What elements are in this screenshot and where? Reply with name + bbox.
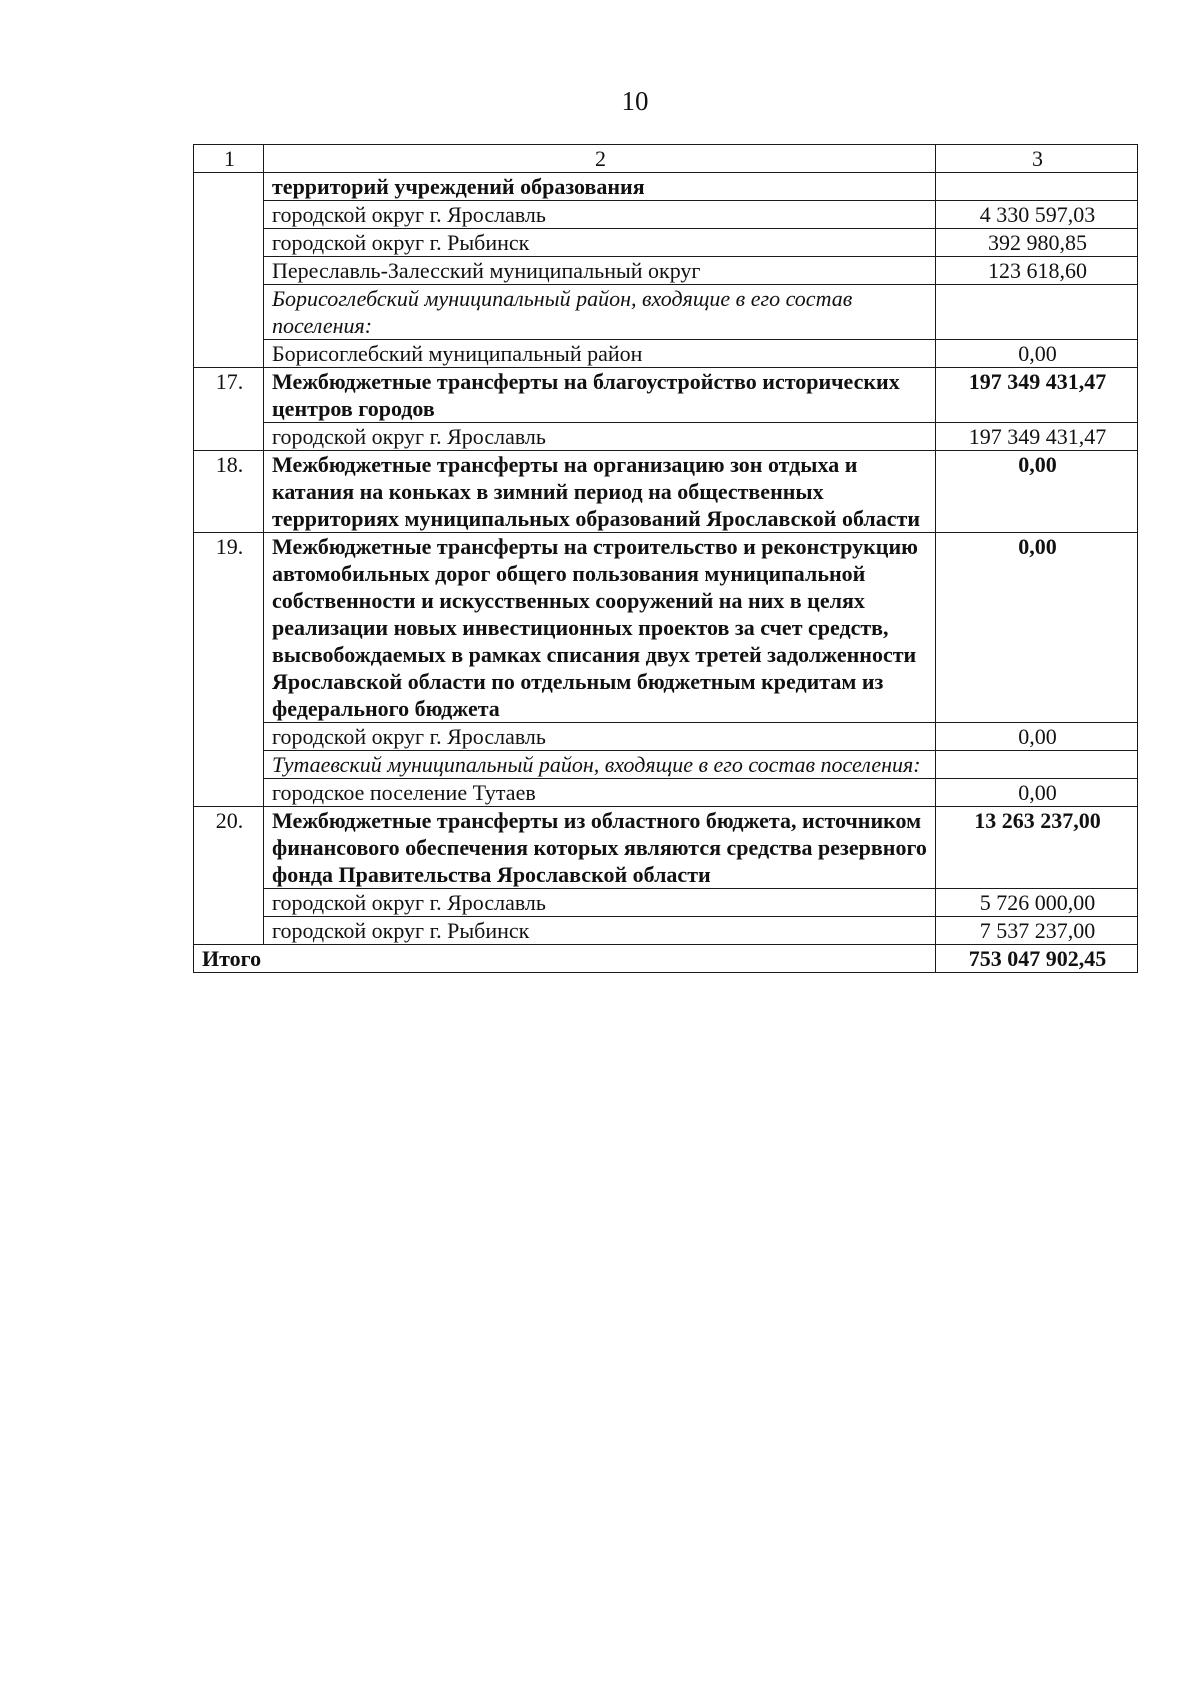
row-amount-cell: 5 726 000,00	[936, 889, 1138, 917]
header-col-1: 1	[194, 145, 264, 173]
budget-transfers-table	[193, 144, 1138, 973]
row-amount-cell: 13 263 237,00	[936, 807, 1138, 889]
row-description-cell: территорий учреждений образования	[264, 173, 936, 201]
row-description-cell: Тутаевский муниципальный район, входящие в его состав поселения:	[264, 751, 936, 779]
row-amount-cell: 0,00	[936, 779, 1138, 807]
row-number-cell	[194, 340, 264, 368]
table-row	[194, 423, 1138, 451]
row-amount-cell	[936, 751, 1138, 779]
table-row	[194, 723, 1138, 751]
row-description-cell: городской округ г. Ярославль	[264, 889, 936, 917]
row-amount-cell: 4 330 597,03	[936, 201, 1138, 229]
row-number-cell	[194, 257, 264, 285]
row-amount-cell: 0,00	[936, 340, 1138, 368]
row-amount-cell: 392 980,85	[936, 229, 1138, 257]
row-description-cell: городской округ г. Ярославль	[264, 423, 936, 451]
row-description-cell: городской округ г. Рыбинск	[264, 229, 936, 257]
table-row	[194, 917, 1138, 945]
table-row	[194, 201, 1138, 229]
row-description-cell: Межбюджетные трансферты на строительство и реконструкцию автомобильных дорог общего пользования муниципальной собственности и искусственных сооружений на них в целях реализации новых инвестиционных проектов за счет средств, высвобождаемых в рамках списания двух третей задолженности Ярославской области по отдельным бюджетным кредитам из федерального бюджета	[264, 533, 936, 723]
total-amount: 753 047 902,45	[936, 945, 1138, 973]
table-header-row	[194, 145, 1138, 173]
row-description-cell: Переславль-Залесский муниципальный округ	[264, 257, 936, 285]
table-row	[194, 173, 1138, 201]
table-row	[194, 779, 1138, 807]
row-number-cell	[194, 723, 264, 751]
total-row	[194, 945, 1138, 973]
row-amount-cell: 0,00	[936, 533, 1138, 723]
row-amount-cell: 197 349 431,47	[936, 423, 1138, 451]
row-number-cell	[194, 201, 264, 229]
total-label: Итого	[194, 945, 936, 973]
row-number-cell: 19.	[194, 533, 264, 723]
table-row	[194, 533, 1138, 723]
row-description-cell: Межбюджетные трансферты из областного бюджета, источником финансового обеспечения которых являются средства резервного фонда Правительства Ярославской области	[264, 807, 936, 889]
table-row	[194, 889, 1138, 917]
row-description-cell: Борисоглебский муниципальный район, входящие в его состав поселения:	[264, 285, 936, 340]
row-amount-cell: 0,00	[936, 723, 1138, 751]
row-number-cell	[194, 285, 264, 340]
row-amount-cell: 123 618,60	[936, 257, 1138, 285]
row-amount-cell: 197 349 431,47	[936, 368, 1138, 423]
row-number-cell	[194, 917, 264, 945]
table-row	[194, 451, 1138, 533]
table-row	[194, 340, 1138, 368]
table-row	[194, 285, 1138, 340]
row-description-cell: городское поселение Тутаев	[264, 779, 936, 807]
row-amount-cell	[936, 285, 1138, 340]
row-amount-cell: 0,00	[936, 451, 1138, 533]
row-number-cell: 20.	[194, 807, 264, 889]
row-number-cell	[194, 173, 264, 201]
table-row	[194, 229, 1138, 257]
row-description-cell: Межбюджетные трансферты на организацию зон отдыха и катания на коньках в зимний период на общественных территориях муниципальных образований Ярославской области	[264, 451, 936, 533]
table-row	[194, 368, 1138, 423]
row-number-cell	[194, 423, 264, 451]
row-amount-cell	[936, 173, 1138, 201]
row-amount-cell: 7 537 237,00	[936, 917, 1138, 945]
row-number-cell: 17.	[194, 368, 264, 423]
header-col-3: 3	[936, 145, 1138, 173]
row-description-cell: городской округ г. Ярославль	[264, 201, 936, 229]
header-col-2: 2	[264, 145, 936, 173]
row-description-cell: Борисоглебский муниципальный район	[264, 340, 936, 368]
page-number: 10	[621, 86, 649, 116]
row-number-cell	[194, 779, 264, 807]
row-number-cell	[194, 229, 264, 257]
row-description-cell: Межбюджетные трансферты на благоустройство исторических центров городов	[264, 368, 936, 423]
row-number-cell: 18.	[194, 451, 264, 533]
row-number-cell	[194, 751, 264, 779]
table-row	[194, 257, 1138, 285]
row-description-cell: городской округ г. Ярославль	[264, 723, 936, 751]
table-row	[194, 807, 1138, 889]
table-row	[194, 751, 1138, 779]
row-description-cell: городской округ г. Рыбинск	[264, 917, 936, 945]
row-number-cell	[194, 889, 264, 917]
